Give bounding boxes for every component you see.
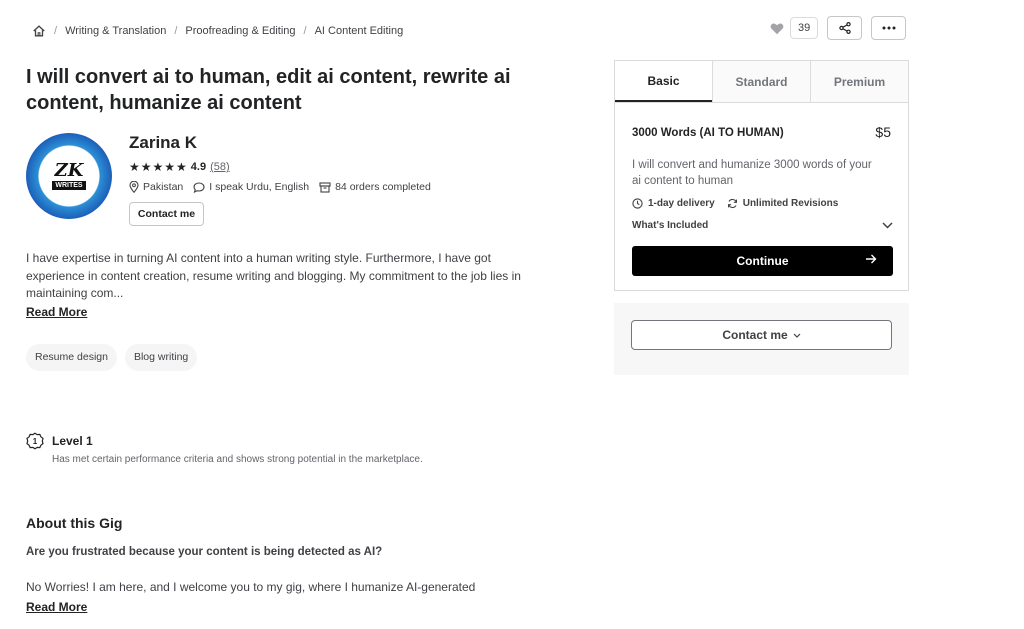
share-button[interactable]: [827, 16, 862, 40]
contact-me-label: Contact me: [722, 328, 788, 342]
continue-button[interactable]: [632, 246, 893, 276]
seller-avatar[interactable]: [26, 133, 112, 219]
star-rating-icons: ★★★★★: [129, 160, 188, 174]
delivery-time: [632, 198, 715, 209]
gig-actions: [770, 16, 906, 40]
revisions-text: Unlimited Revisions: [742, 198, 839, 209]
seller-meta: [129, 181, 441, 193]
package-tabs: [615, 61, 908, 103]
home-icon[interactable]: [32, 24, 46, 38]
breadcrumb-item-writing-translation[interactable]: Writing & Translation: [65, 25, 167, 37]
level-badge-number: 1: [32, 437, 38, 447]
contact-me-button[interactable]: Contact me: [129, 202, 204, 226]
breadcrumb-item-proofreading-editing[interactable]: Proofreading & Editing: [185, 25, 296, 37]
heart-icon[interactable]: [770, 22, 784, 35]
breadcrumb-separator: /: [174, 25, 178, 37]
level-badge-icon: [26, 432, 44, 450]
package-panel: [614, 60, 909, 291]
seller-level: [26, 432, 93, 450]
tab-standard[interactable]: Standard: [712, 61, 810, 102]
tab-premium[interactable]: Premium: [810, 61, 908, 102]
seller-orders: [319, 181, 431, 193]
revisions: [727, 198, 839, 209]
tag-blog-writing[interactable]: Blog writing: [125, 344, 197, 371]
breadcrumb-separator: /: [54, 25, 58, 37]
chevron-down-icon: [882, 222, 893, 229]
chevron-down-icon: [793, 333, 801, 338]
avatar-logo: [42, 149, 96, 203]
location-pin-icon: [129, 181, 139, 193]
like-button[interactable]: [770, 17, 818, 39]
seller-rating: [129, 160, 230, 174]
gig-title: I will convert ai to human, edit ai content, rewrite ai content, humanize ai content: [26, 66, 511, 114]
tag-resume-design[interactable]: Resume design: [26, 344, 117, 371]
avatar-initials: ZK: [54, 160, 84, 181]
avatar-subtext: WRITES: [52, 181, 85, 190]
seller-languages: [193, 181, 309, 193]
seller-location: [129, 181, 183, 193]
about-read-more-link[interactable]: Read More: [26, 600, 88, 614]
rating-score: 4.9: [190, 161, 207, 173]
about-gig-paragraph: No Worries! I am here, and I welcome you to my gig, where I humanize AI-generated: [26, 580, 476, 594]
seller-location-text: Pakistan: [143, 181, 184, 193]
contact-panel: [614, 303, 909, 375]
rating-count-link[interactable]: (58): [210, 161, 230, 173]
about-gig-question: Are you frustrated because your content is being detected as AI?: [26, 546, 383, 558]
seller-languages-text: I speak Urdu, English: [209, 181, 310, 193]
skill-tags: [26, 344, 205, 371]
chat-bubble-icon: [193, 182, 205, 193]
level-description: Has met certain performance criteria and shows strong potential in the marketplace.: [52, 454, 423, 465]
clock-icon: [632, 198, 643, 209]
level-label: Level 1: [52, 434, 93, 448]
about-gig-heading: About this Gig: [26, 515, 123, 531]
breadcrumb-item-ai-content-editing[interactable]: AI Content Editing: [314, 25, 404, 37]
delivery-time-text: 1-day delivery: [648, 198, 715, 209]
package-features: [632, 198, 850, 209]
package-price: $5: [875, 124, 891, 140]
whats-included-label: What's Included: [632, 220, 709, 231]
seller-orders-text: 84 orders completed: [335, 181, 431, 193]
package-description: I will convert and humanize 3000 words of your ai content to human: [632, 159, 872, 187]
breadcrumb: [32, 24, 403, 38]
contact-me-dropdown-button[interactable]: [631, 320, 892, 350]
share-icon: [839, 22, 851, 34]
read-more-link[interactable]: Read More: [26, 305, 88, 319]
breadcrumb-separator: /: [303, 25, 307, 37]
whats-included-toggle[interactable]: [632, 220, 893, 231]
more-icon: [882, 26, 896, 30]
more-options-button[interactable]: [871, 16, 906, 40]
seller-description: I have expertise in turning AI content into a human writing style. Furthermore, I have got experience in content creation, resume writing and blogging. My commitment to the job lies in maintaining com...: [26, 251, 521, 300]
like-count: 39: [790, 17, 818, 39]
package-name: 3000 Words (AI TO HUMAN): [632, 127, 784, 139]
refresh-icon: [727, 198, 738, 209]
tab-basic[interactable]: Basic: [615, 61, 712, 102]
orders-box-icon: [319, 182, 331, 193]
continue-label: Continue: [736, 254, 789, 268]
seller-name[interactable]: Zarina K: [129, 133, 198, 152]
arrow-right-icon: [865, 253, 877, 265]
